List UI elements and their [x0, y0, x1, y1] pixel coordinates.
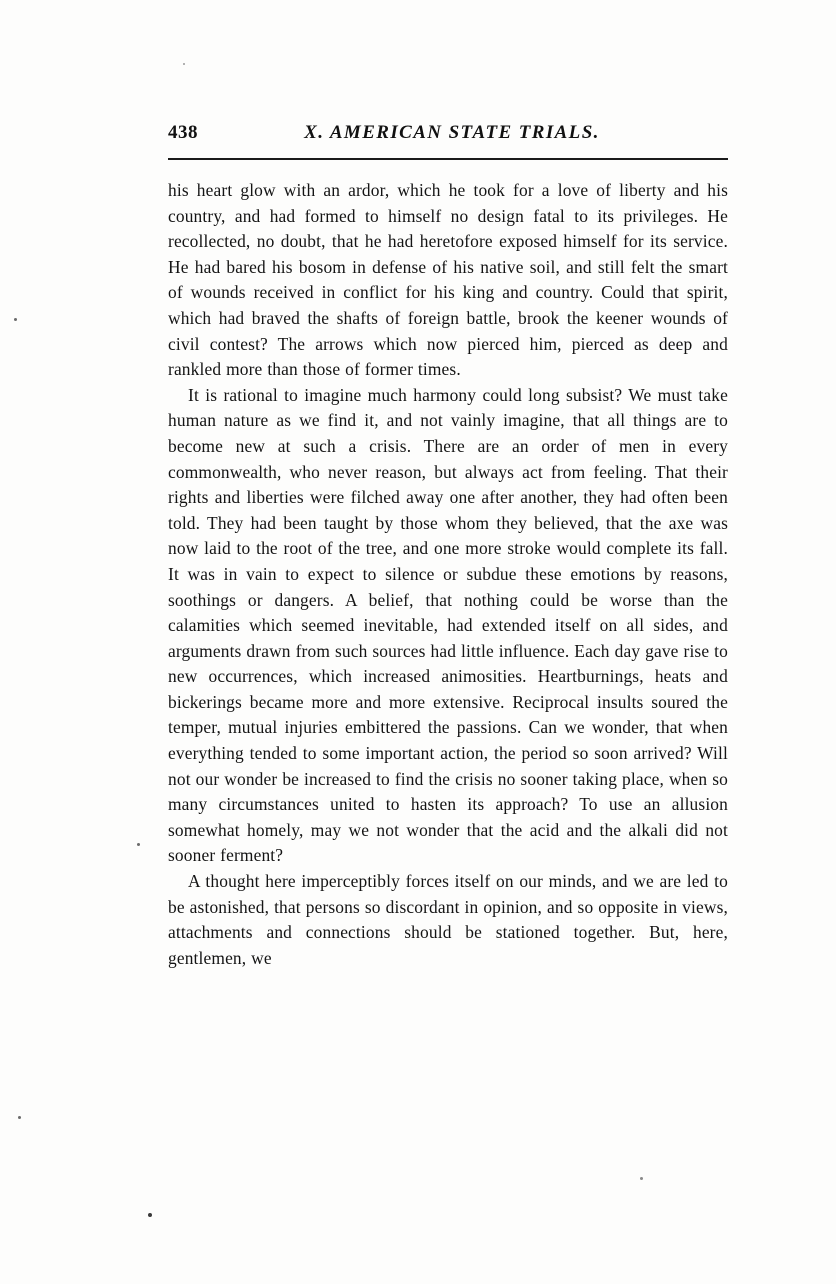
- scan-speck: [183, 63, 185, 65]
- scan-speck: [18, 1116, 21, 1119]
- paragraph: his heart glow with an ardor, which he took for a love of liberty and his country, and had formed to himself no design fatal to its privileges. He recollected, no doubt, that he had heretofore exposed himself for its service. He had bared his bosom in defense of his native soil, and still felt the smart of wounds received in conflict for his king and country. Could that spirit, which had braved the shafts of foreign battle, brook the keener wounds of civil contest? The arrows which now pierced him, pierced as deep and rankled more than those of former times.: [168, 180, 728, 380]
- page-header: [168, 122, 728, 144]
- scan-speck: [640, 1177, 643, 1180]
- scan-speck: [14, 318, 17, 321]
- paragraph: It is rational to imagine much harmony could long subsist? We must take human nature as we find it, and not vainly imagine, that all things are to become new at such a crisis. There are an order of men in every commonwealth, who never reason, but always act from feeling. That their rights and liberties were filched away one after another, they had often been told. They had been taught by those whom they believed, that the axe was now laid to the root of the tree, and one more stroke would complete its fall. It was in vain to expect to silence or subdue these emotions by reasons, soothings or dangers. A belief, that nothing could be worse than the calamities which seemed inevitable, had extended itself on all sides, and arguments drawn from such sources had little influence. Each day gave rise to new occurrences, which increased animosities. Heartburnings, heats and bickerings became more and more extensive. Reciprocal insults soured the temper, mutual injuries embittered the passions. Can we wonder, that when everything tended to some important action, the period so soon arrived? Will not our wonder be increased to find the crisis no sooner taking place, when so many circumstances united to hasten its approach? To use an allusion somewhat homely, may we not wonder that the acid and the alkali did not sooner ferment?: [168, 384, 728, 866]
- scan-speck: [137, 843, 140, 846]
- paragraph: A thought here imperceptibly forces itself on our minds, and we are led to be astonished, that persons so discordant in opinion, and so opposite in views, attachments and connections should be stationed together. But, here, gentlemen, we: [168, 871, 728, 968]
- header-rule: [168, 158, 728, 160]
- body-text: [168, 178, 728, 971]
- page-number: 438: [168, 122, 198, 143]
- scan-speck: [148, 1213, 152, 1217]
- running-title: X. AMERICAN STATE TRIALS.: [304, 122, 600, 143]
